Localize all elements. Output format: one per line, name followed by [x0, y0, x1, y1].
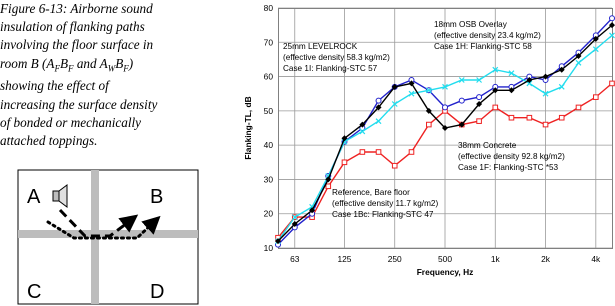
x-tick-label: 4k — [591, 254, 601, 264]
x-tick-label: 250 — [387, 254, 402, 264]
caption-line: involving the floor surface in — [0, 37, 154, 53]
caption-line: showing the effect of — [0, 78, 109, 94]
data-point — [342, 160, 347, 165]
room-label-d: D — [150, 281, 165, 303]
caption-line: increasing the surface density — [0, 96, 158, 112]
y-tick-label: 20 — [263, 208, 273, 219]
svg-text:(effective density 58.3 kg/m2): (effective density 58.3 kg/m2) — [283, 53, 390, 62]
data-point — [392, 163, 397, 168]
svg-text:38mm Concrete: 38mm Concrete — [458, 141, 517, 150]
y-tick-label: 10 — [263, 243, 273, 253]
data-point — [409, 150, 414, 155]
data-point — [443, 105, 448, 110]
room-label-b: B — [150, 186, 164, 208]
data-point — [559, 115, 564, 120]
svg-text:Case 1H: Flanking-STC 58: Case 1H: Flanking-STC 58 — [434, 42, 532, 51]
y-tick-label: 40 — [263, 140, 273, 151]
svg-text:18mm OSB Overlay: 18mm OSB Overlay — [434, 20, 507, 29]
data-point — [376, 150, 381, 155]
svg-text:(effective density 92.8 kg/m2): (effective density 92.8 kg/m2) — [458, 152, 565, 161]
data-point — [326, 184, 331, 189]
caption-line: Figure 6-13: Airborne sound — [0, 1, 153, 16]
y-tick-label: 80 — [263, 3, 273, 13]
svg-text:Case 1I: Flanking-STC 57: Case 1I: Flanking-STC 57 — [283, 64, 378, 73]
data-point — [459, 98, 464, 103]
annotation-osb — [434, 20, 541, 51]
room-diagram — [0, 168, 230, 306]
data-point — [360, 150, 365, 155]
data-point — [427, 122, 432, 127]
y-tick-label: 30 — [263, 174, 273, 185]
data-point — [594, 95, 599, 100]
data-point — [610, 81, 615, 86]
svg-text:(effective density 23.4 kg/m2): (effective density 23.4 kg/m2) — [434, 31, 541, 40]
data-point — [493, 105, 498, 110]
x-tick-label: 1k — [490, 254, 500, 264]
svg-text:Reference, Bare floor: Reference, Bare floor — [332, 188, 410, 197]
x-tick-label: 125 — [337, 254, 352, 264]
caption-line: attached toppings. — [0, 133, 98, 149]
caption-line: of bonded or mechanically — [0, 114, 141, 130]
x-axis-label: Frequency, Hz — [416, 267, 474, 277]
data-point — [559, 84, 564, 89]
figure-caption — [0, 0, 228, 150]
data-point — [610, 16, 615, 21]
svg-text:(effective density 11.7 kg/m2): (effective density 11.7 kg/m2) — [332, 199, 439, 208]
annotation-reference — [332, 188, 438, 219]
caption-line: insulation of flanking paths — [0, 19, 145, 35]
y-axis-label: Flanking-TL, dB — [243, 96, 253, 160]
room-label-a: A — [27, 186, 41, 208]
annotation-levelrock — [283, 42, 390, 73]
svg-text:25mm LEVELROCK: 25mm LEVELROCK — [283, 42, 358, 51]
data-point — [376, 119, 381, 124]
data-point — [543, 122, 548, 127]
data-point — [376, 98, 381, 103]
x-tick-label: 2k — [541, 254, 550, 264]
y-tick-label: 60 — [263, 71, 273, 82]
data-point — [509, 115, 514, 120]
svg-text:Case 1F: Flanking-STC *53: Case 1F: Flanking-STC *53 — [458, 163, 559, 172]
data-point — [576, 105, 581, 110]
y-tick-label: 50 — [263, 105, 273, 116]
caption-line: room B ($A_FB_F$ and $A_WB_F$) — [0, 55, 134, 74]
x-tick-label: 63 — [290, 254, 300, 264]
data-point — [477, 95, 482, 100]
y-tick-label: 70 — [263, 37, 273, 48]
data-point — [527, 115, 532, 120]
room-label-c: C — [27, 281, 42, 303]
x-tick-label: 500 — [438, 254, 452, 264]
flanking-tl-chart — [230, 0, 615, 306]
annotation-concrete — [458, 141, 565, 172]
data-point — [477, 119, 482, 124]
svg-text:Case 1Bc: Flanking-STC 47: Case 1Bc: Flanking-STC 47 — [332, 210, 434, 219]
data-point — [576, 60, 581, 65]
